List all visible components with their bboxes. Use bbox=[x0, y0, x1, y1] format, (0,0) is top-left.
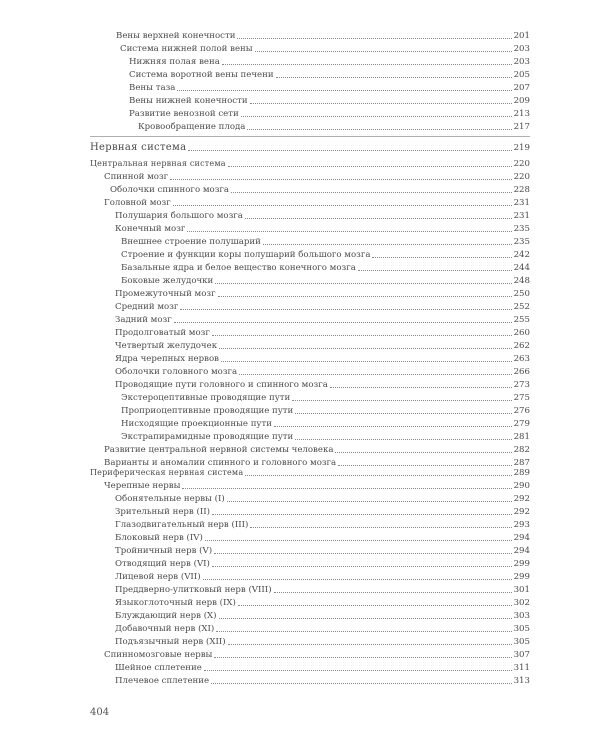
toc-entry-page: 293 bbox=[513, 520, 530, 530]
toc-entry bbox=[121, 418, 530, 430]
toc-entry bbox=[121, 405, 530, 417]
leader-dots bbox=[295, 413, 511, 414]
leader-dots bbox=[263, 244, 512, 245]
leader-dots bbox=[214, 553, 511, 554]
toc-entry-title: Внешнее строение полушарий bbox=[121, 237, 261, 247]
toc-entry bbox=[129, 69, 530, 81]
toc-entry-page: 292 bbox=[513, 507, 530, 517]
toc-entry-title: Языкоглоточный нерв (IX) bbox=[115, 598, 236, 608]
leader-dots bbox=[211, 683, 511, 684]
toc-entry-page: 281 bbox=[513, 432, 530, 442]
toc-entry-page: 235 bbox=[513, 237, 530, 247]
leader-dots bbox=[222, 64, 512, 65]
toc-entry-page: 299 bbox=[513, 559, 530, 569]
leader-dots bbox=[212, 566, 512, 567]
toc-entry-page: 294 bbox=[513, 533, 530, 543]
toc-entry-title: Оболочки головного мозга bbox=[115, 367, 238, 377]
toc-entry-title: Четвертый желудочек bbox=[115, 341, 218, 351]
divider bbox=[90, 136, 530, 137]
toc-entry-title: Система нижней полой вены bbox=[120, 44, 253, 54]
leader-dots bbox=[338, 465, 511, 466]
toc-entry bbox=[115, 584, 530, 596]
toc-entry-page: 299 bbox=[513, 572, 530, 582]
toc-entry-page: 311 bbox=[513, 663, 530, 673]
toc-entry-page: 303 bbox=[513, 611, 530, 621]
toc-entry bbox=[115, 379, 530, 391]
toc-entry bbox=[115, 532, 530, 544]
toc-entry bbox=[104, 480, 530, 492]
toc-entry bbox=[120, 43, 530, 55]
toc-entry bbox=[104, 197, 530, 209]
toc-entry-page: 231 bbox=[513, 198, 530, 208]
leader-dots bbox=[255, 51, 512, 52]
leader-dots bbox=[188, 150, 511, 151]
leader-dots bbox=[182, 488, 511, 489]
toc-entry-page: 255 bbox=[513, 315, 530, 325]
leader-dots bbox=[372, 257, 511, 258]
toc-entry-title: Продолговатый мозг bbox=[115, 328, 210, 338]
leader-dots bbox=[218, 296, 512, 297]
toc-entry-page: 220 bbox=[513, 172, 530, 182]
leader-dots bbox=[219, 348, 512, 349]
toc-entry-page: 305 bbox=[513, 624, 530, 634]
toc-entry-page: 263 bbox=[513, 354, 530, 364]
toc-entry-title: Вены таза bbox=[129, 83, 176, 93]
toc-entry-page: 301 bbox=[513, 585, 530, 595]
toc-entry bbox=[116, 30, 530, 42]
toc-entry bbox=[115, 571, 530, 583]
leader-dots bbox=[204, 670, 512, 671]
toc-entry-title: Проводящие пути головного и спинного мозга bbox=[115, 380, 328, 390]
toc-entry-title: Блоковый нерв (IV) bbox=[115, 533, 203, 543]
toc-entry-title: Шейное сплетение bbox=[115, 663, 202, 673]
toc-entry-title: Подъязычный нерв (XII) bbox=[115, 637, 226, 647]
toc-entry-title: Нижняя полая вена bbox=[129, 57, 220, 67]
toc-entry bbox=[129, 56, 530, 68]
toc-entry bbox=[121, 262, 530, 274]
toc-entry-title: Развитие венозной сети bbox=[129, 109, 239, 119]
toc-entry-page: 252 bbox=[513, 302, 530, 312]
leader-dots bbox=[173, 205, 512, 206]
toc-entry bbox=[115, 340, 530, 352]
toc-entry-title: Средний мозг bbox=[115, 302, 179, 312]
toc-entry-title: Проприоцептивные проводящие пути bbox=[121, 406, 294, 416]
leader-dots bbox=[205, 540, 512, 541]
toc-entry-page: 276 bbox=[513, 406, 530, 416]
leader-dots bbox=[335, 452, 511, 453]
leader-dots bbox=[212, 335, 512, 336]
toc-entry bbox=[115, 314, 530, 326]
leader-dots bbox=[215, 283, 511, 284]
subsection-heading bbox=[90, 467, 530, 479]
toc-entry bbox=[115, 366, 530, 378]
toc-entry bbox=[115, 327, 530, 339]
toc-entry-title: Черепные нервы bbox=[104, 481, 181, 491]
leader-dots bbox=[180, 309, 511, 310]
toc-entry-page: 248 bbox=[513, 276, 530, 286]
toc-entry-page: 260 bbox=[513, 328, 530, 338]
leader-dots bbox=[221, 361, 512, 362]
toc-entry-title: Промежуточный мозг bbox=[115, 289, 216, 299]
toc-entry-page: 262 bbox=[513, 341, 530, 351]
toc-entry bbox=[115, 675, 530, 687]
toc-entry-title: Тройничный нерв (V) bbox=[115, 546, 213, 556]
toc-entry bbox=[115, 223, 530, 235]
toc-entry bbox=[115, 610, 530, 622]
toc-entry-title: Преддверно-улитковый нерв (VIII) bbox=[115, 585, 272, 595]
leader-dots bbox=[228, 644, 512, 645]
toc-entry bbox=[115, 301, 530, 313]
toc-entry-title: Система воротной вены печени bbox=[129, 70, 274, 80]
toc-entry-title: Лицевой нерв (VII) bbox=[115, 572, 201, 582]
toc-entry bbox=[129, 95, 530, 107]
toc-entry-title: Кровообращение плода bbox=[138, 122, 246, 132]
toc-entry bbox=[115, 636, 530, 648]
toc-entry-page: 275 bbox=[513, 393, 530, 403]
toc-entry-title: Экстероцептивные проводящие пути bbox=[121, 393, 291, 403]
toc-entry-title: Полушария большого мозга bbox=[115, 211, 243, 221]
toc-entry bbox=[121, 275, 530, 287]
toc-entry bbox=[104, 171, 530, 183]
toc-entry-page: 307 bbox=[513, 650, 530, 660]
toc-entry-title: Базальные ядра и белое вещество конечного мозга bbox=[121, 263, 356, 273]
toc-entry-title: Обонятельные нервы (I) bbox=[115, 494, 225, 504]
toc-entry-title: Оболочки спинного мозга bbox=[110, 185, 230, 195]
toc-entry-title: Периферическая нервная система bbox=[90, 468, 244, 477]
toc-entry bbox=[115, 558, 530, 570]
toc-entry-title: Центральная нервная система bbox=[90, 159, 226, 168]
toc-entry-page: 287 bbox=[513, 458, 530, 468]
leader-dots bbox=[245, 475, 511, 476]
toc-entry bbox=[115, 288, 530, 300]
toc-entry-page: 205 bbox=[513, 70, 530, 80]
toc-entry bbox=[115, 353, 530, 365]
toc-entry-page: 244 bbox=[513, 263, 530, 273]
toc-entry bbox=[129, 108, 530, 120]
toc-entry-title: Строение и функции коры полушарий большого мозга bbox=[121, 250, 371, 260]
toc-entry-page: 209 bbox=[513, 96, 530, 106]
toc-entry-page: 289 bbox=[513, 468, 530, 478]
toc-entry-title: Отводящий нерв (VI) bbox=[115, 559, 210, 569]
toc-entry-title: Боковые желудочки bbox=[121, 276, 214, 286]
leader-dots bbox=[212, 514, 512, 515]
section-page: 219 bbox=[513, 143, 530, 153]
toc-entry-title: Нисходящие проекционные пути bbox=[121, 419, 272, 429]
toc-entry-page: 294 bbox=[513, 546, 530, 556]
toc-entry-title: Ядра черепных нервов bbox=[115, 354, 219, 364]
toc-entry-page: 235 bbox=[513, 224, 530, 234]
toc-entry bbox=[104, 649, 530, 661]
leader-dots bbox=[241, 116, 512, 117]
leader-dots bbox=[203, 579, 512, 580]
toc-entry bbox=[129, 82, 530, 94]
leader-dots bbox=[358, 270, 512, 271]
toc-entry-title: Вены верхней конечности bbox=[116, 31, 236, 41]
toc-entry-title: Спинной мозг bbox=[104, 172, 169, 182]
page-number: 404 bbox=[90, 707, 110, 718]
toc-entry-title: Добавочный нерв (XI) bbox=[115, 624, 215, 634]
leader-dots bbox=[170, 179, 511, 180]
toc-entry-page: 242 bbox=[513, 250, 530, 260]
leader-dots bbox=[250, 527, 511, 528]
toc-entry bbox=[121, 236, 530, 248]
toc-entry-page: 228 bbox=[513, 185, 530, 195]
toc-entry-page: 313 bbox=[513, 676, 530, 686]
toc-entry-page: 213 bbox=[513, 109, 530, 119]
leader-dots bbox=[231, 192, 512, 193]
toc-entry bbox=[121, 392, 530, 404]
toc-entry-page: 220 bbox=[513, 159, 530, 169]
toc-entry-page: 279 bbox=[513, 419, 530, 429]
toc-entry-page: 273 bbox=[513, 380, 530, 390]
toc-entry-title: Головной мозг bbox=[104, 198, 171, 208]
leader-dots bbox=[177, 90, 511, 91]
leader-dots bbox=[214, 657, 511, 658]
toc-entry-title: Плечевое сплетение bbox=[115, 676, 210, 686]
toc-entry-title: Конечный мозг bbox=[115, 224, 186, 234]
leader-dots bbox=[227, 501, 512, 502]
toc-entry-title: Задний мозг bbox=[115, 315, 172, 325]
section-heading bbox=[90, 142, 530, 154]
toc-entry bbox=[115, 623, 530, 635]
subsection-heading bbox=[90, 158, 530, 170]
leader-dots bbox=[219, 618, 512, 619]
toc-entry-page: 250 bbox=[513, 289, 530, 299]
leader-dots bbox=[247, 129, 511, 130]
leader-dots bbox=[238, 605, 512, 606]
toc-entry bbox=[115, 545, 530, 557]
leader-dots bbox=[228, 166, 512, 167]
toc-entry bbox=[115, 210, 530, 222]
toc-entry bbox=[121, 431, 530, 443]
leader-dots bbox=[187, 231, 511, 232]
leader-dots bbox=[274, 592, 512, 593]
toc-entry-page: 282 bbox=[513, 445, 530, 455]
toc-entry-page: 305 bbox=[513, 637, 530, 647]
section-title: Нервная система bbox=[90, 142, 187, 153]
leader-dots bbox=[239, 374, 511, 375]
leader-dots bbox=[245, 218, 512, 219]
toc-entry-page: 266 bbox=[513, 367, 530, 377]
toc-entry-title: Экстрапирамидные проводящие пути bbox=[121, 432, 294, 442]
toc-entry-title: Вены нижней конечности bbox=[129, 96, 248, 106]
leader-dots bbox=[276, 77, 512, 78]
toc-entry bbox=[115, 519, 530, 531]
toc-entry bbox=[115, 506, 530, 518]
toc-entry bbox=[110, 184, 530, 196]
toc-entry bbox=[115, 662, 530, 674]
leader-dots bbox=[216, 631, 511, 632]
toc-entry bbox=[121, 249, 530, 261]
toc-entry bbox=[115, 493, 530, 505]
leader-dots bbox=[237, 38, 511, 39]
toc-entry-page: 231 bbox=[513, 211, 530, 221]
toc-entry bbox=[115, 597, 530, 609]
leader-dots bbox=[330, 387, 512, 388]
leader-dots bbox=[250, 103, 512, 104]
toc-entry bbox=[104, 444, 530, 456]
toc-entry bbox=[138, 121, 530, 133]
toc-entry-title: Зрительный нерв (II) bbox=[115, 507, 210, 517]
leader-dots bbox=[295, 439, 511, 440]
leader-dots bbox=[292, 400, 511, 401]
toc-entry-title: Глазодвигательный нерв (III) bbox=[115, 520, 249, 530]
toc-entry-page: 217 bbox=[513, 122, 530, 132]
leader-dots bbox=[174, 322, 512, 323]
toc-entry-page: 290 bbox=[513, 481, 530, 491]
toc-entry-page: 292 bbox=[513, 494, 530, 504]
leader-dots bbox=[274, 426, 512, 427]
toc-entry-title: Варианты и аномалии спинного и головного мозга bbox=[104, 458, 337, 468]
toc-entry-page: 302 bbox=[513, 598, 530, 608]
toc-entry-page: 203 bbox=[513, 44, 530, 54]
toc-entry-title: Блуждающий нерв (X) bbox=[115, 611, 217, 621]
toc-entry-page: 201 bbox=[513, 31, 530, 41]
toc-entry-page: 207 bbox=[513, 83, 530, 93]
toc-entry-page: 203 bbox=[513, 57, 530, 67]
toc-entry-title: Спинномозговые нервы bbox=[104, 650, 213, 660]
toc-entry-title: Развитие центральной нервной системы человека bbox=[104, 445, 334, 455]
